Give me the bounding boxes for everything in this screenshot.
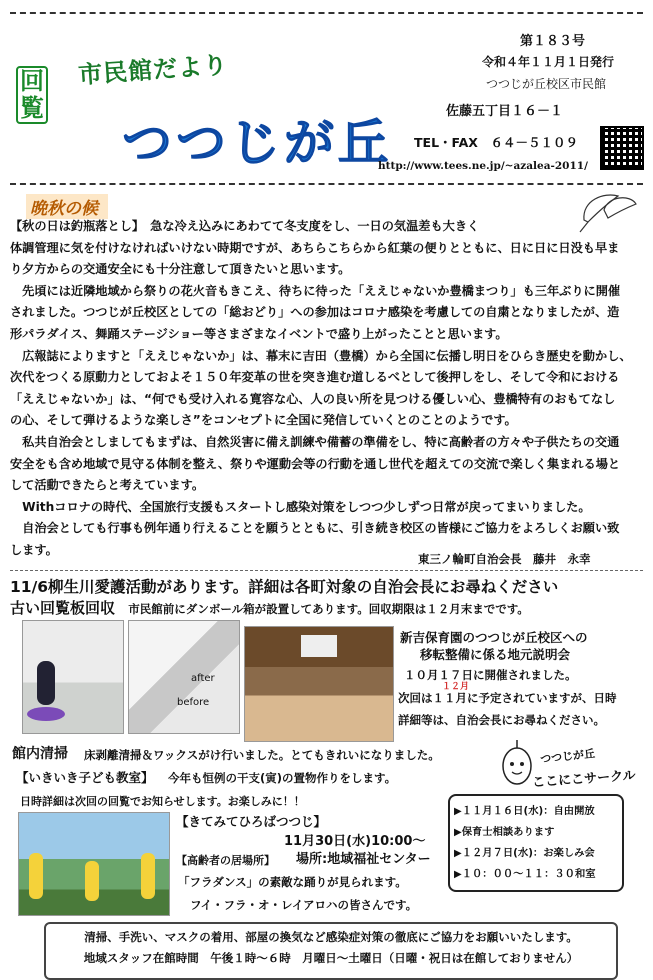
- newsletter-title: つつじが丘: [122, 114, 392, 172]
- article-line: り夕方からの交通安全にも十分注意して頂きたいと思います。: [10, 262, 351, 277]
- kairan-char-1: 回: [20, 67, 44, 95]
- headline-river-cleanup: 11/6柳生川愛護活動があります。詳細は各町対象の自治会長にお尋ねください: [10, 578, 559, 596]
- board-collection-text: 市民館前にダンボール箱が設置してあります。回収期限は１２月末までです。: [128, 602, 529, 616]
- cleaning-title: 館内清掃: [12, 746, 68, 762]
- hiroba-subtitle: 【高齢者の居場所】: [176, 854, 275, 867]
- greeting-article: [10, 216, 638, 562]
- photo-briefing-meeting: [244, 626, 394, 742]
- issue-date: 令和４年１１月１日発行: [482, 55, 615, 69]
- kids-class-text: 今年も恒例の干支(寅)の置物作りをします。: [168, 771, 397, 785]
- headline-board-collection: [10, 597, 529, 618]
- schedule-item: [454, 823, 622, 838]
- arrow-icon: ▶: [454, 827, 462, 838]
- article-line: 安全をも含め地域で見守る体制を整え、祭りや運動会等の行動を通し世代を超えての交流で楽しく集まれる場と: [10, 456, 621, 471]
- article-line: 広報誌によりますと「ええじゃないか」は、幕末に吉田（豊橋）から全国に伝播し明日をひらき歴史を動かし、: [10, 348, 632, 363]
- circle-label-2: ここにこサークル: [531, 768, 637, 791]
- after-label: after: [191, 673, 215, 684]
- before-label: before: [177, 697, 210, 708]
- kids-class-title: 【いきいき子ども教室】: [16, 770, 154, 785]
- publisher: つつじが丘校区市民館: [486, 77, 607, 91]
- article-line: 次代をつくる原動力としておよそ１５０年変革の世を突き進む道しるべとして後押しをし、そして令和における: [10, 370, 620, 385]
- article-line: されました。つつじが丘校区としての「総おどり」への参加はコロナ感染を考慮しての自粛となりましたが、造: [10, 305, 620, 320]
- header-divider: [10, 183, 643, 185]
- arrow-icon: ▶: [454, 806, 462, 817]
- meeting-line-2: 次回は１１月に予定されていますが、日時: [398, 691, 617, 705]
- article-line: します。: [10, 542, 58, 557]
- hiroba-text-1: 「フラダンス」の素敵な踊りが見られます。: [178, 875, 407, 889]
- meeting-line-3: 詳細等は、自治会長にお尋ねください。: [398, 713, 605, 727]
- photo-floor-cleaning: [22, 620, 124, 734]
- arrow-icon: ▶: [454, 869, 462, 880]
- signature: 東三ノ輪町自治会長 藤井 永幸: [418, 552, 591, 566]
- schedule-item: [454, 865, 622, 880]
- season-title: 晩秋の候: [26, 194, 108, 219]
- kids-class-note: 日時詳細は次回の回覧でお知らせします。お楽しみに！！: [20, 795, 305, 808]
- circle-schedule: [448, 794, 624, 892]
- article-line: Withコロナの時代、全国旅行支援もスタートし感染対策をしつつ少しずつ日常が戻ってまいりました。: [10, 499, 591, 514]
- article-line: の心、そして弾けるような楽しさ”をコンセプトに全国に発信していくとのことのようです。: [10, 413, 517, 428]
- hiroba-title: 【きてみてひろばつつじ】: [176, 814, 327, 829]
- article-line: 体調管理に気を付けなければいけない時期ですが、あちらこちらから紅葉の便りとともに、日に日に日没も早ま: [10, 240, 620, 255]
- footer-notice: [44, 922, 618, 980]
- schedule-text: １２月７日(水)：お楽しみ会: [461, 847, 595, 859]
- tel-fax: TEL・FAX ６４－５１０９: [414, 135, 578, 150]
- article-line: 先頃には近隣地域から祭りの花火音もきこえ、待ちに待った「ええじゃないか豊橋まつり」も三年ぶりに開催: [10, 283, 621, 298]
- schedule-text: １０：００～１１：３０和室: [461, 868, 596, 880]
- schedule-text: 保育士相談あります: [461, 826, 555, 838]
- article-divider: [10, 570, 643, 571]
- schedule-text: １１月１６日(水)：自由開放: [461, 805, 595, 817]
- article-line: 「ええじゃないか」は、“何でも受け入れる寛容な心、人の良い所を見つける優しい心、豊橋特有のおもてなし: [10, 391, 616, 406]
- meeting-line-1: １０月１７日に開催されました。: [404, 668, 577, 682]
- kairan-badge: [16, 66, 48, 124]
- website-link[interactable]: http://www.tees.ne.jp/~azalea-2011/: [378, 160, 588, 172]
- board-collection-title: 古い回覧板回収: [10, 599, 116, 617]
- newsletter-subtitle: 市民館だより: [77, 50, 229, 90]
- schedule-item: [454, 802, 622, 817]
- article-line: して活動できたらと考えています。: [10, 478, 205, 493]
- cleaning-text: 床剥離清掃＆ワックスがけ行いました。とてもきれいになりました。: [84, 748, 440, 762]
- circle-label-1: つつじが丘: [539, 747, 596, 766]
- photo-hula-dance: [18, 812, 170, 916]
- qr-code-icon[interactable]: [600, 126, 644, 170]
- address: 佐藤五丁目１６－１: [446, 104, 564, 119]
- kairan-char-2: 覧: [20, 94, 44, 122]
- article-line: 【秋の日は釣瓶落とし】 急な冷え込みにあわてて冬支度をし、一日の気温差も大きく: [10, 219, 480, 233]
- article-line: 私共自治会としましてもまずは、自然災害に備え訓練や備蓄の準備をし、特に高齢者の方々や子供たちの交通: [10, 434, 620, 449]
- schedule-item: [454, 844, 622, 859]
- footer-line-2: 地域スタッフ在館時間 午後１時～６時 月曜日～土曜日（日曜・祝日は在館しておりません）: [83, 951, 579, 965]
- article-line: 自治会としても行事も例年通り行えることを願うとともに、引き続き校区の皆様にご協力をよろしくお願い致: [10, 521, 620, 536]
- hiroba-datetime: 11月30日(水)10:00～: [284, 834, 426, 849]
- article-line: 形パラダイス、舞踊ステージショー等さまざまなイベントで盛り上がったことと思います。: [10, 326, 508, 341]
- hiroba-text-2: フイ・フラ・オ・レイアロハの皆さんです。: [190, 898, 418, 912]
- hiroba-venue: 場所:地域福祉センター: [296, 852, 431, 867]
- meeting-correction: １２月: [442, 682, 470, 692]
- meeting-title-1: 新吉保育園のつつじが丘校区への: [400, 630, 588, 645]
- issue-number: 第１８３号: [520, 34, 586, 49]
- top-divider: [10, 12, 643, 14]
- meeting-title-2: 移転整備に係る地元説明会: [420, 647, 571, 662]
- photo-before-after: [128, 620, 240, 734]
- arrow-icon: ▶: [454, 848, 462, 859]
- footer-line-1: 清掃、手洗い、マスクの着用、部屋の換気など感染症対策の徹底にご協力をお願いいたします。: [84, 930, 578, 944]
